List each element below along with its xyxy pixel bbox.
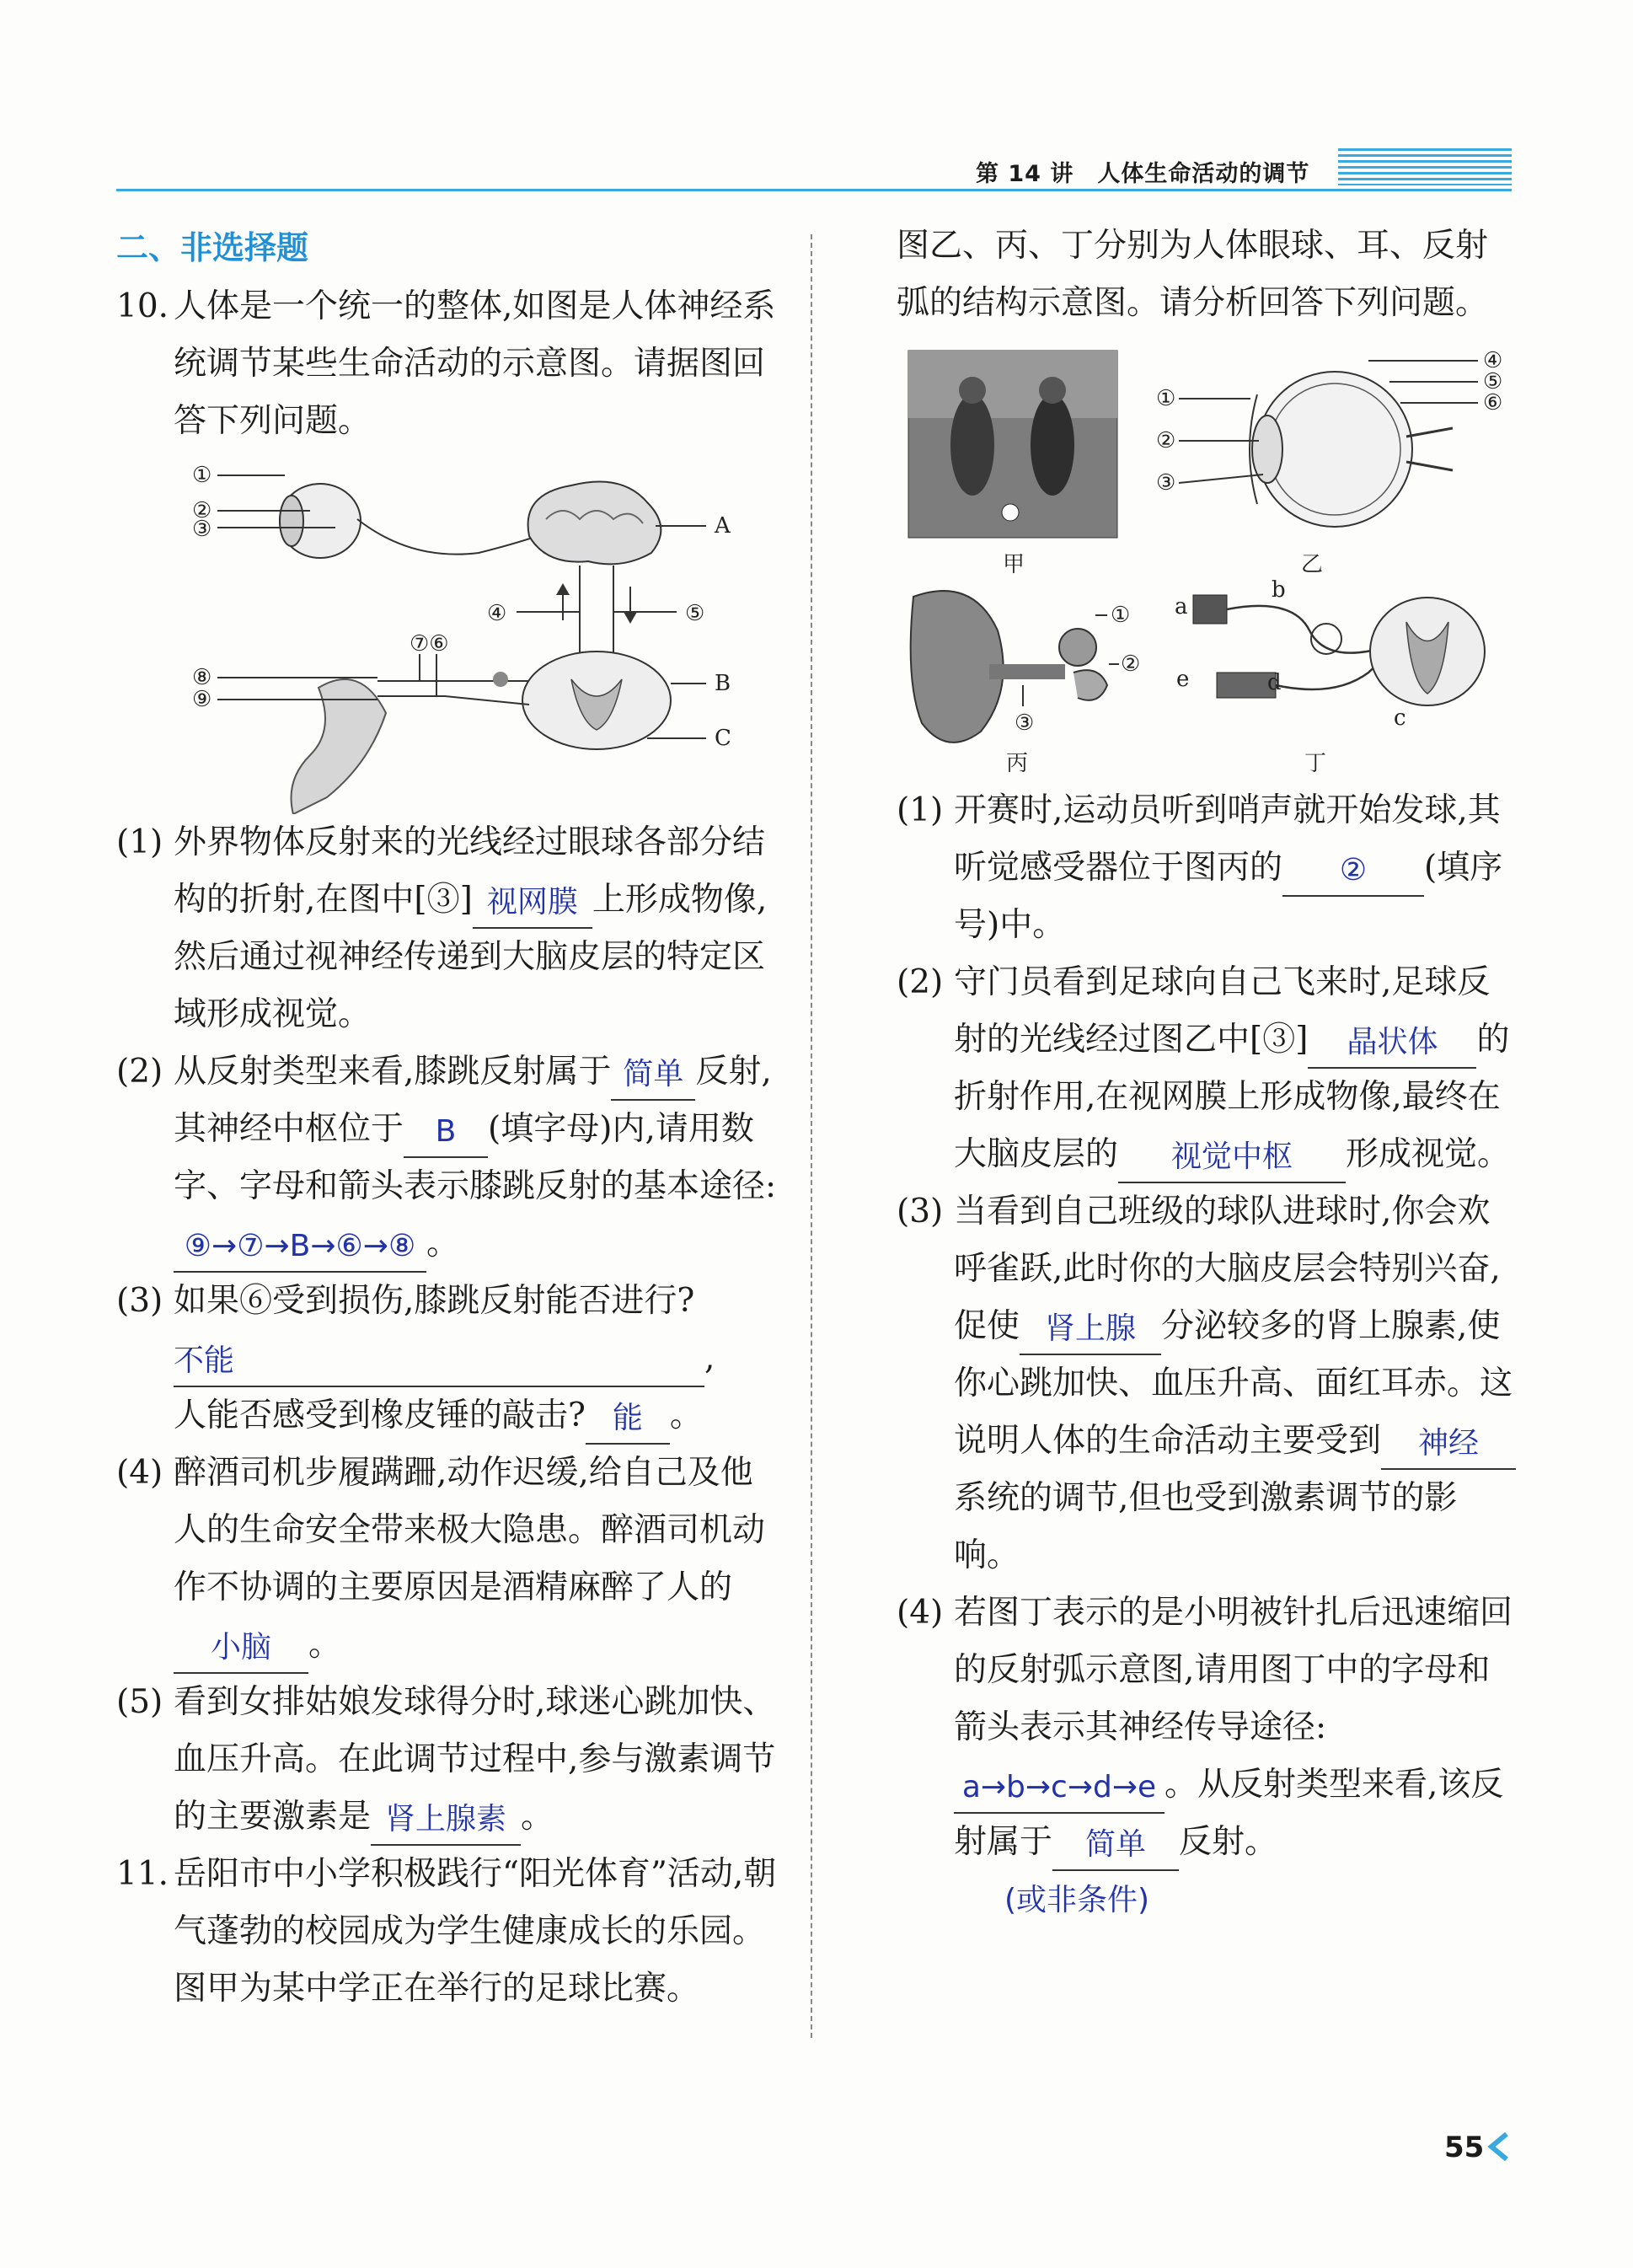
- label-ding-c: c: [1394, 705, 1406, 731]
- handwritten-answer: ②: [1339, 853, 1368, 887]
- label-yi: 乙: [1301, 552, 1324, 577]
- part-text: 形成视觉。: [1346, 1135, 1511, 1173]
- part-number: (1): [116, 823, 163, 861]
- label-yi-2: ②: [1156, 428, 1176, 453]
- answer-blank: [586, 1401, 670, 1445]
- handwritten-answer: 简单: [623, 1057, 684, 1091]
- label-ding: 丁: [1304, 751, 1327, 776]
- handwritten-answer: 能: [612, 1401, 643, 1435]
- answer-blank: [1308, 1025, 1476, 1069]
- figure-row-bottom: [897, 580, 1517, 782]
- q10-part-3: [116, 1273, 782, 1445]
- part-text: 反射,其神经中枢位于: [174, 1053, 772, 1148]
- question-number: 11.: [116, 1855, 169, 1893]
- part-text: 醉酒司机步履蹒跚,动作迟缓,给自己及他人的生命安全带来极大隐患。醉酒司机动作不协调的主要原因是酒精麻醉了人的: [174, 1454, 766, 1606]
- part-text: 。: [669, 1397, 703, 1434]
- question-11-stem-continued: 图乙、丙、丁分别为人体眼球、耳、反射弧的结构示意图。请分析回答下列问题。: [897, 227, 1489, 322]
- nervous-system-figure: [192, 460, 782, 814]
- label-ding-b: b: [1272, 580, 1286, 603]
- part-text: 如果⑥受到损伤,膝跳反射能否进行?: [174, 1282, 695, 1320]
- q10-part-1: [116, 814, 782, 1043]
- handwritten-answer: 不能: [174, 1343, 235, 1378]
- part-text: ]: [459, 881, 473, 919]
- part-text: ]: [1295, 1021, 1309, 1059]
- page-header: [0, 0, 1633, 194]
- question-11: [116, 1846, 782, 2018]
- q11-part-4: [897, 1584, 1517, 1929]
- part-number: (3): [116, 1282, 163, 1320]
- part-text: 守门员看到足球向自己飞来时,足球反射的光线经过图乙中[: [954, 963, 1491, 1059]
- part-number: (5): [116, 1683, 163, 1721]
- handwritten-answer: 简单: [1085, 1827, 1147, 1862]
- handwritten-answer: 肾上腺素: [385, 1802, 507, 1836]
- page-arrow-icon: [1485, 2132, 1508, 2161]
- answer-blank: [954, 1770, 1165, 1814]
- part-text: 反射。: [1179, 1823, 1278, 1861]
- q10-part-4: [116, 1445, 782, 1674]
- part-text: 。: [308, 1626, 342, 1664]
- q11-part-2: [897, 954, 1517, 1183]
- part-number: (4): [897, 1594, 944, 1632]
- header-stripes-decoration: [1338, 148, 1512, 185]
- handwritten-answer: 晶状体: [1347, 1025, 1438, 1059]
- ear-reflex-figures: [897, 580, 1517, 782]
- part-number: (3): [897, 1193, 944, 1231]
- part-text: 。从反射类型来看,该反射属于: [954, 1766, 1504, 1861]
- label-8: ⑧: [192, 665, 212, 690]
- handwritten-answer: 肾上腺: [1045, 1311, 1137, 1346]
- header-rule: [116, 189, 1512, 191]
- q11-part-1: [897, 782, 1517, 954]
- q11-part-3: [897, 1183, 1517, 1584]
- label-yi-4: ④: [1483, 348, 1503, 373]
- part-text: 开赛时,运动员听到哨声就开始发球,其听觉感受器位于图丙的: [954, 791, 1501, 887]
- answer-blank: [1381, 1426, 1516, 1470]
- label-3: ③: [192, 517, 212, 542]
- handwritten-answer: 小脑: [210, 1630, 271, 1665]
- label-yi-3: ③: [1156, 470, 1176, 496]
- label-ding-e: e: [1176, 667, 1190, 692]
- part-text: 从反射类型来看,膝跳反射属于: [174, 1053, 612, 1091]
- answer-blank: [1118, 1139, 1346, 1183]
- part-text: 外界物体反射来的光线经过眼球各部分结构的折射,在图中[: [174, 823, 766, 919]
- label-bing: 丙: [1006, 751, 1029, 776]
- part-text: 人能否感受到橡皮锤的敲击?: [174, 1397, 586, 1434]
- label-yi-1: ①: [1156, 386, 1176, 411]
- column-divider: [811, 234, 812, 2038]
- part-text: 的折射作用,在视网膜上形成物像,最终在大脑皮层的: [954, 1021, 1510, 1173]
- bracket-label: ③: [426, 881, 460, 919]
- soccer-eye-figures: [897, 344, 1517, 580]
- label-C: C: [715, 726, 731, 751]
- handwritten-answer: a→b→c→d→e: [961, 1770, 1157, 1804]
- answer-blank: [404, 1114, 488, 1158]
- label-bing-1: ①: [1111, 603, 1131, 628]
- part-text: 系统的调节,但也受到激素调节的影响。: [954, 1479, 1458, 1574]
- part-text: 看到女排姑娘发球得分时,球迷心跳加快、血压升高。在此调节过程中,参与激素调节的主要激素是: [174, 1683, 776, 1836]
- chapter-title: 第 14 讲 人体生命活动的调节: [976, 161, 1310, 187]
- answer-blank: [1020, 1311, 1161, 1355]
- part-number: (2): [897, 963, 944, 1001]
- part-text: 分泌较多的肾上腺素,使你心跳加快、血压升高、面红耳赤。这说明人体的生命活动主要受到: [954, 1307, 1513, 1460]
- handwritten-answer: B: [435, 1114, 457, 1149]
- label-yi-5: ⑤: [1483, 369, 1503, 394]
- label-yi-6: ⑥: [1483, 390, 1503, 416]
- question-stem: 人体是一个统一的整体,如图是人体神经系统调节某些生命活动的示意图。请据图回答下列问题。: [174, 287, 776, 440]
- part-text: 当看到自己班级的球队进球时,你会欢呼雀跃,此时你的大脑皮层会特别兴奋,促使: [954, 1193, 1501, 1345]
- label-jia: 甲: [1003, 552, 1025, 577]
- handwritten-answer: ⑨→⑦→B→⑥→⑧: [184, 1229, 416, 1263]
- page-number: 55: [1444, 2131, 1485, 2164]
- handwritten-answer: 视网膜: [486, 885, 578, 920]
- part-number: (2): [116, 1053, 163, 1091]
- label-2: ②: [192, 498, 212, 523]
- part-text: 。: [426, 1225, 460, 1263]
- part-text: 若图丁表示的是小明被针扎后迅速缩回的反射弧示意图,请用图丁中的字母和箭头表示其神经传导途径:: [954, 1594, 1513, 1746]
- section-title: 二、非选择题: [116, 229, 309, 266]
- answer-blank: [174, 1343, 704, 1387]
- answer-blank: [611, 1057, 695, 1101]
- label-1: ①: [192, 463, 212, 488]
- part-text: 。: [521, 1798, 554, 1836]
- answer-blank: [371, 1802, 521, 1846]
- part-text: (填序号)中。: [954, 849, 1503, 944]
- q10-part-2: [116, 1043, 782, 1273]
- label-5: ⑤: [685, 601, 705, 626]
- answer-blank: [174, 1630, 308, 1674]
- question-10: [116, 278, 782, 450]
- handwritten-answer-note: (或非条件): [1004, 1883, 1150, 1917]
- right-column: [897, 217, 1517, 1929]
- nervous-system-diagram: [192, 460, 782, 814]
- question-number: 10.: [116, 287, 169, 325]
- label-4: ④: [487, 601, 507, 626]
- part-text: (填字母)内,请用数字、字母和箭头表示膝跳反射的基本途径:: [174, 1110, 777, 1205]
- label-ding-a: a: [1175, 594, 1188, 619]
- part-text: 上形成物像,然后通过视神经传递到大脑皮层的特定区域形成视觉。: [174, 881, 768, 1033]
- answer-blank: [1052, 1827, 1179, 1871]
- label-ding-d: d: [1267, 670, 1282, 695]
- left-column: [116, 217, 782, 2018]
- bracket-label: ③: [1262, 1021, 1296, 1059]
- question-stem: 岳阳市中小学积极践行“阳光体育”活动,朝气蓬勃的校园成为学生健康成长的乐园。图甲为某中学正在举行的足球比赛。: [174, 1855, 777, 2008]
- handwritten-answer: 神经: [1418, 1426, 1480, 1461]
- label-7-6: ⑦⑥: [410, 631, 449, 657]
- label-bing-2: ②: [1121, 651, 1141, 677]
- label-9: ⑨: [192, 687, 212, 712]
- figure-row-top: [897, 344, 1517, 580]
- q10-part-5: [116, 1674, 782, 1846]
- label-bing-3: ③: [1015, 710, 1035, 736]
- part-number: (4): [116, 1454, 163, 1492]
- part-number: (1): [897, 791, 944, 829]
- handwritten-answer: 视觉中枢: [1171, 1139, 1293, 1174]
- answer-blank: [1282, 853, 1424, 897]
- label-B: B: [715, 671, 731, 696]
- part-text: ,: [704, 1339, 715, 1377]
- label-A: A: [715, 513, 731, 539]
- answer-blank: [473, 885, 592, 929]
- answer-blank: [174, 1229, 426, 1273]
